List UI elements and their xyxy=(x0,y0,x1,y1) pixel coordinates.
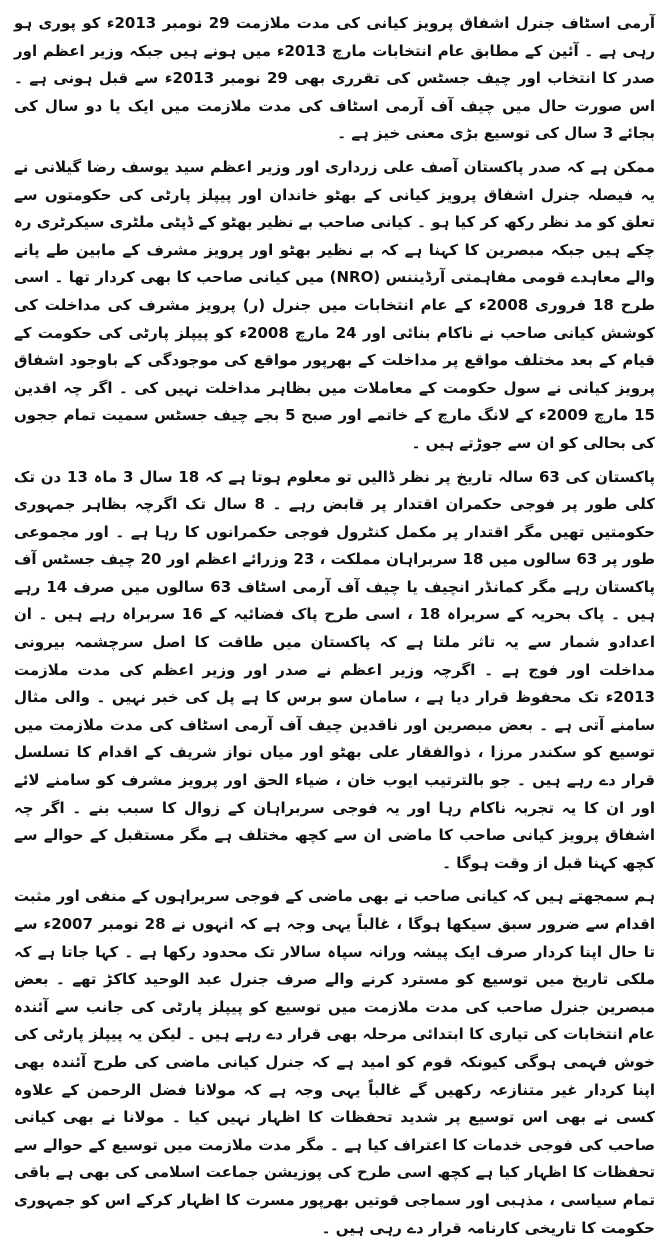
article-paragraph-3: پاکستان کی 63 سالہ تاریخ پر نظر ڈالیں تو معلوم ہوتا ہے کہ 18 سال 3 ماہ 13 دن تک کلی طور پر فوجی حکمران اقتدار پر قابض رہے ۔ 8 سال تک اگرچہ بظاہر جمہوری حکومتیں تھیں مگر اقتدار پر مکمل کنٹرول فوجی حکمرانوں کا رہا ہے ۔ اور مجموعی طور پر 63 سالوں میں 18 سربراہان مملکت ، 23 وزرائے اعظم اور 20 چیف جسٹس آف پاکستان رہے مگر کمانڈر انچیف یا چیف آف آرمی اسٹاف 63 سالوں میں صرف 14 رہے ہیں ۔ پاک بحریہ کے سربراہ 18 ، اسی طرح پاک فضائیہ کے 16 سربراہ رہے ہیں ۔ ان اعدادو شمار سے یہ تاثر ملتا ہے کہ پاکستان میں طاقت کا اصل سرچشمہ بیرونی مداخلت اور فوج ہے ۔ اگرچہ وزیر اعظم نے صدر اور وزیر اعظم کی مدت ملازمت 2013ء تک محفوظ قرار دیا ہے ، سامان سو برس کا ہے پل کی خبر نہیں ۔ والی مثال سامنے آتی ہے ۔ بعض مبصرین اور ناقدین چیف آف آرمی اسٹاف کی مدت ملازمت میں توسیع کو سکندر مرزا ، ذوالفقار علی بھٹو اور میاں نواز شریف کے اقدام کا تسلسل قرار دے رہے ہیں ۔ جو بالترتیب ایوب خان ، ضیاء الحق اور پرویز مشرف کو سامنے لائے اور ان کا یہ تجربہ ناکام رہا اور یہ فوجی سربراہان کے زوال کا سبب بنے ۔ اگر چہ اشفاق پرویز کیانی صاحب کا ماضی ان سے کچھ مختلف ہے مگر مستقبل کے حوالے سے کچھ کہنا قبل از وقت ہوگا ۔ xyxy=(14,467,655,872)
article-paragraph-2: ممکن ہے کہ صدر پاکستان آصف علی زرداری اور وزیر اعظم سید یوسف رضا گیلانی نے یہ فیصلہ جنرل اشفاق پرویز کیانی کے بھٹو خاندان اور پیپلز پارٹی کی حکومتوں سے تعلق کو مد نظر رکھ کر کیا ہو ۔ کیانی صاحب بے نظیر بھٹو کے ڈپٹی ملٹری سیکرٹری رہ چکے ہیں جبکہ مبصرین کا کہنا ہے کہ بے نظیر بھٹو اور پرویز مشرف کے مابین طے پانے والے معاہدے قومی مفاہمتی آرڈیننس (NRO) میں کیانی صاحب کا بھی کردار تھا ۔ اسی طرح 18 فروری 2008ء کے عام انتخابات میں جنرل (ر) پرویز مشرف کی مداخلت کی کوشش کیانی صاحب نے ناکام بنائی اور 24 مارچ 2008ء کو پیپلز پارٹی کی حکومت کے قیام کے بعد مختلف مواقع پر مداخلت کے بھرپور مواقع کی موجودگی کے باوجود اشفاق پرویز کیانی نے سول حکومت کے معاملات میں بظاہر مداخلت نہیں کی ۔ اگر چہ اقدین 15 مارچ 2009ء کے لانگ مارچ کے خاتمے اور صبح 5 بجے چیف جسٹس سمیت تمام ججوں کی بحالی کو ان سے جوڑتے ہیں ۔ xyxy=(14,157,656,452)
article-paragraph-1: آرمی اسٹاف جنرل اشفاق پرویز کیانی کی مدت ملازمت 29 نومبر 2013ء کو پوری ہو رہی ہے ۔ آئین کے مطابق عام انتخابات مارچ 2013ء میں ہونے ہیں جبکہ وزیر اعظم اور صدر کا انتخاب اور چیف جسٹس کی تقرری بھی 29 نومبر 2013ء سے قبل ہونی ہے ۔ اس صورت حال میں چیف آف آرمی اسٹاف کی مدت ملازمت میں ایک یا دو سال کی بجائے 3 سال کی توسیع بڑی معنی خیز ہے ۔ xyxy=(14,14,655,143)
article-paragraph-4: ہم سمجھتے ہیں کہ کیانی صاحب نے بھی ماضی کے فوجی سربراہوں کے منفی اور مثبت اقدام سے ضرور سبق سیکھا ہوگا ، غالباً یہی وجہ ہے کہ انہوں نے 28 نومبر 2007ء سے تا حال اپنا کردار صرف ایک پیشہ ورانہ سپاہ سالار تک محدود رکھا ہے ۔ کہا جاتا ہے کہ ملکی تاریخ میں توسیع کو مسترد کرنے والے صرف جنرل عبد الوحید کاکڑ تھے ۔ بعض مبصرین جنرل صاحب کی مدت ملازمت میں توسیع کو پیپلز پارٹی کی جانب سے آئندہ عام انتخابات کی تیاری کا ابتدائی مرحلہ بھی قرار دے رہے ہیں ۔ لیکن یہ پیپلز پارٹی کی خوش فہمی ہوگی کیونکہ قوم کو امید ہے کہ جنرل کیانی ماضی کی طرح آئندہ بھی اپنا کردار غیر متنازعہ رکھیں گے غالباً یہی وجہ ہے کہ مولانا فضل الرحمن کے علاوہ کسی نے بھی اس توسیع پر شدید تحفظات کا اظہار نہیں کیا ۔ مولانا نے بھی کیانی صاحب کی فوجی خدمات کا اعتراف کیا ہے ۔ مگر مدت ملازمت میں توسیع کے حوالے سے تحفظات کا اظہار کیا ہے کچھ اسی طرح کی پوزیشن جماعت اسلامی کی بھی ہے باقی تمام سیاسی ، مذہبی اور سماجی قوتیں بھرپور مسرت کا اظہار کرکے اس کو جمہوری حکومت کا تاریخی کارنامہ قرار دے رہی ہیں ۔ xyxy=(14,887,655,1237)
